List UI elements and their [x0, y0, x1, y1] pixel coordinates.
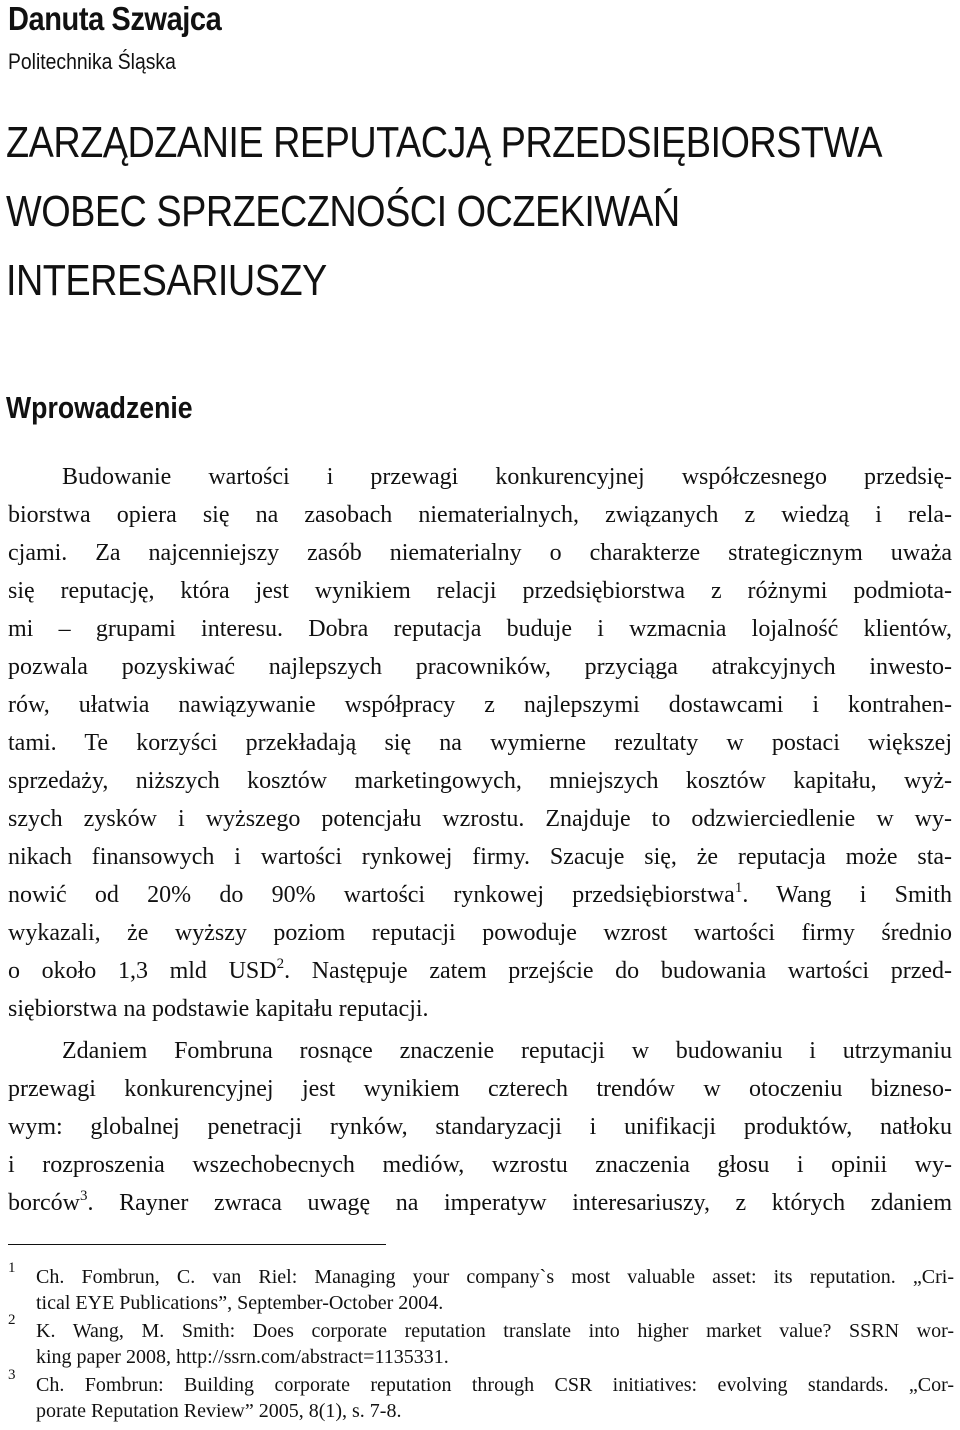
article-title-line-2: WOBEC SPRZECZNOŚCI OCZEKIWAŃ — [6, 187, 680, 236]
article-title-line-3: INTERESARIUSZY — [6, 256, 327, 305]
body-line: rów, ułatwia nawiązywanie współpracy z najlepszymi dostawcami i kontrahen- — [8, 692, 952, 718]
footnote-separator — [8, 1244, 386, 1245]
article-title-line-1: ZARZĄDZANIE REPUTACJĄ PRZEDSIĘBIORSTWA — [6, 118, 883, 167]
body-line — [8, 956, 952, 986]
body-line: tami. Te korzyści przekładają się na wymierne rezultaty w postaci większej — [8, 730, 952, 756]
footnote-text: king paper 2008, http://ssrn.com/abstract=1135331. — [36, 1346, 449, 1368]
body-text: o około 1,3 mld USD — [8, 958, 277, 984]
footnote-text: tical EYE Publications”, September-October 2004. — [36, 1292, 444, 1314]
author-affiliation: Politechnika Śląska — [8, 49, 176, 74]
author-name: Danuta Szwajca — [8, 0, 222, 37]
footnote-ref: 1 — [734, 880, 743, 896]
body-line: Budowanie wartości i przewagi konkurencyjnej współczesnego przedsię- — [62, 464, 952, 490]
body-line: wym: globalnej penetracji rynków, standaryzacji i unifikacji produktów, natłoku — [8, 1114, 952, 1140]
body-line: cjami. Za najcenniejszy zasób niematerialny o charakterze strategicznym uważa — [8, 540, 952, 566]
body-line: biorstwa opiera się na zasobach niematerialnych, związanych z wiedzą i rela- — [8, 502, 952, 528]
body-line: i rozproszenia wszechobecnych mediów, wzrostu znaczenia głosu i opinii wy- — [8, 1152, 952, 1178]
body-line: siębiorstwa na podstawie kapitału reputacji. — [8, 996, 429, 1022]
body-line — [8, 1188, 952, 1218]
section-heading: Wprowadzenie — [6, 390, 193, 425]
body-line — [8, 880, 952, 910]
body-line: się reputację, która jest wynikiem relacji przedsiębiorstwa z różnymi podmiota- — [8, 578, 952, 604]
footnote-text: K. Wang, M. Smith: Does corporate reputation translate into higher market value? SSRN wor- — [36, 1320, 954, 1342]
body-line: sprzedaży, niższych kosztów marketingowych, mniejszych kosztów kapitału, wyż- — [8, 768, 952, 794]
footnote-number: 3 — [8, 1367, 16, 1383]
footnote-text: Ch. Fombrun, C. van Riel: Managing your company`s most valuable asset: its reputation. „Cri- — [36, 1266, 954, 1288]
body-line: przewagi konkurencyjnej jest wynikiem czterech trendów w otoczeniu bizneso- — [8, 1076, 952, 1102]
body-text: nowić od 20% do 90% wartości rynkowej przedsiębiorstwa — [8, 882, 735, 908]
body-line: pozwala pozyskiwać najlepszych pracowników, przyciąga atrakcyjnych inwesto- — [8, 654, 952, 680]
body-line: szych zysków i wyższego potencjału wzrostu. Znajduje to odzwierciedlenie w wy- — [8, 806, 952, 832]
footnote-text: porate Reputation Review” 2005, 8(1), s. 7-8. — [36, 1400, 402, 1422]
footnote-text: Ch. Fombrun: Building corporate reputation through CSR initiatives: evolving standards. „Cor- — [36, 1374, 954, 1396]
body-text: . Wang i Smith — [742, 882, 952, 908]
body-text: . Rayner zwraca uwagę na imperatyw interesariuszy, z których zdaniem — [87, 1190, 952, 1216]
body-text: borców — [8, 1190, 80, 1216]
body-line: mi – grupami interesu. Dobra reputacja buduje i wzmacnia lojalność klientów, — [8, 616, 952, 642]
body-text: . Następuje zatem przejście do budowania wartości przed- — [284, 958, 952, 984]
body-line: Zdaniem Fombruna rosnące znaczenie reputacji w budowaniu i utrzymaniu — [62, 1038, 952, 1064]
footnote-number: 1 — [8, 1260, 16, 1276]
footnote-ref: 2 — [276, 956, 285, 972]
body-line: wykazali, że wyższy poziom reputacji powoduje wzrost wartości firmy średnio — [8, 920, 952, 946]
footnote-ref: 3 — [79, 1188, 88, 1204]
footnote-number: 2 — [8, 1312, 16, 1328]
body-line: nikach finansowych i wartości rynkowej firmy. Szacuje się, że reputacja może sta- — [8, 844, 952, 870]
